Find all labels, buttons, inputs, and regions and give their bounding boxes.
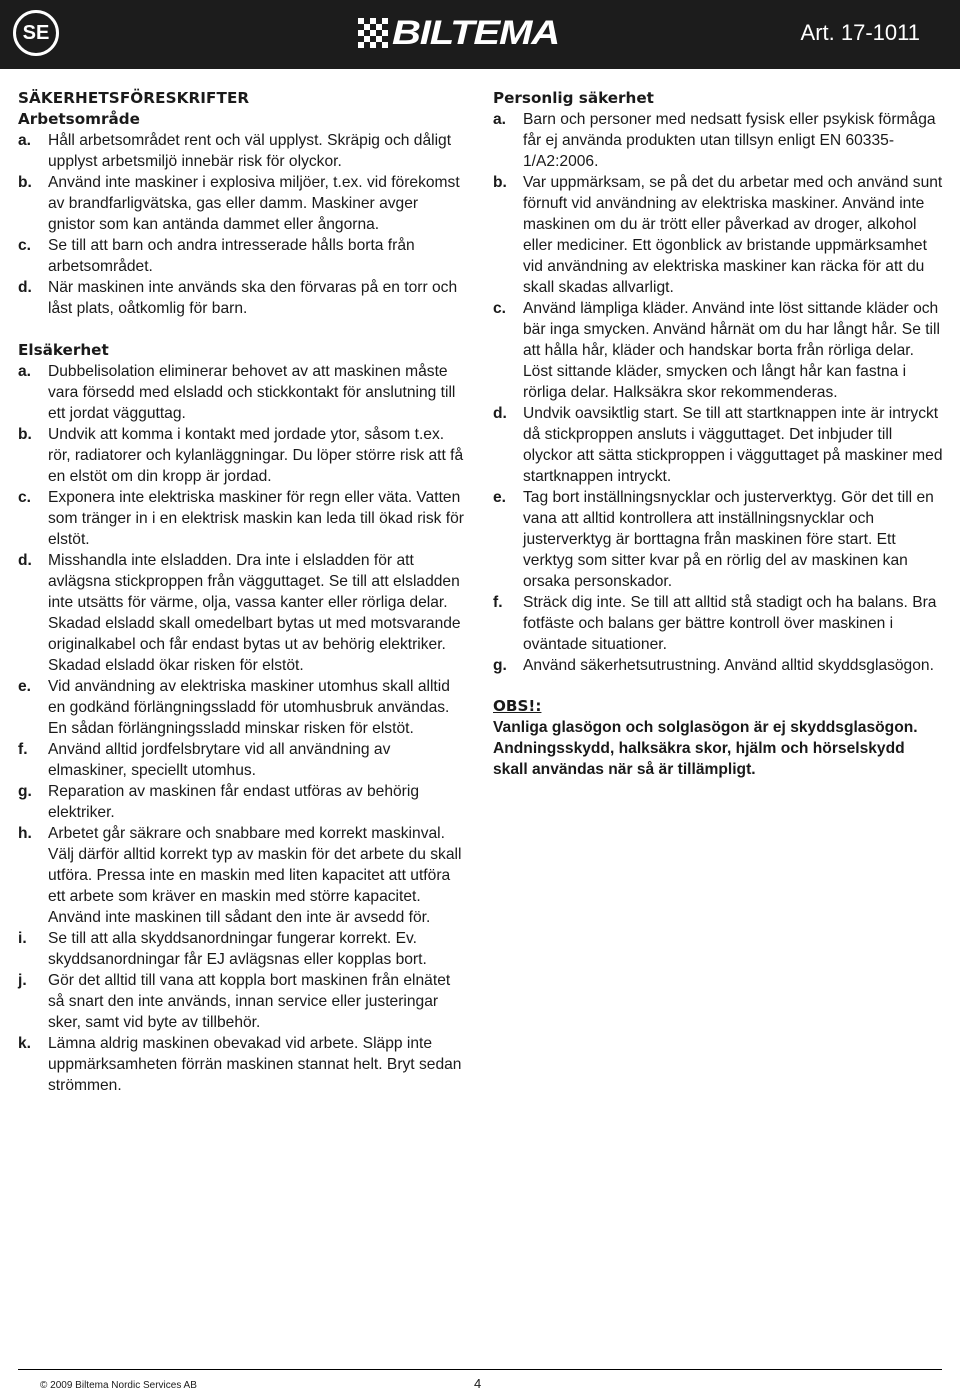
obs-notice — [493, 696, 943, 780]
list-item: j. Gör det alltid till vana att koppla bort maskinen från elnätet så snart den inte används, innan service eller justeringar sker, samt vid byte av tillbehör. — [18, 972, 451, 1031]
list-item: b. Var uppmärksam, se på det du arbetar med och använd sunt förnuft vid användning av elektriska maskiner. Använd inte maskinen om du är trött eller påverkad av droger, alkohol eller mediciner. Ett ögonblick av bristande uppmärksamhet vid användning av elektriska maskiner kan räcka för att du skall skadas allvarligt. — [493, 174, 943, 296]
list-item: e. Tag bort inställningsnycklar och justerverktyg. Gör det till en vana att alltid kontrollera att inställningsnycklar och justerverktyg är borttagna från maskinen före start. Ett verktyg som sitter kvar på en rörlig del av maskinen kan orsaka personskador. — [493, 489, 934, 590]
section-heading-work-area: Arbetsområde — [18, 110, 140, 128]
list-item: b. Undvik att komma i kontakt med jordade ytor, såsom t.ex. rör, radiatorer och kylanläggningar. Du löper större risk att få en elstöt om din kropp är jordad. — [18, 426, 464, 485]
article-number: Art. 17-1011 — [800, 20, 920, 45]
obs-text: Vanliga glasögon och solglasögon är ej skyddsglasögon. Andningsskydd, halksäkra skor, hjälm och hörselskydd skall användas när så är tillämpligt. — [493, 719, 918, 778]
list-item: a. Barn och personer med nedsatt fysisk eller psykisk förmåga får ej använda produkten utan tillsyn enligt EN 60335-1/A2:2006. — [493, 111, 936, 170]
electrical-safety-list — [18, 361, 468, 1096]
list-item: b. Använd inte maskiner i explosiva miljöer, t.ex. vid förekomst av brandfarligvätska, gas eller damm. Maskiner avger gnistor som kan antända dammet eller ångorna. — [18, 174, 460, 233]
personal-safety-list — [493, 109, 943, 676]
footer-divider — [18, 1369, 942, 1370]
language-badge: SE — [13, 10, 59, 56]
right-column — [493, 88, 943, 780]
list-item: c. Använd lämpliga kläder. Använd inte löst sittande kläder och bär inga smycken. Använd hårnät om du har långt hår. Se till att hålla hår, kläder och handskar borta från rörliga delar. Löst sittande kläder, smycken och långt hår kan fastna i rörliga delar. Halksäkra skor rekommenderas. — [493, 300, 940, 401]
header-bar — [0, 0, 960, 69]
list-item: f. Sträck dig inte. Se till att alltid stå stadigt och ha balans. Bra fotfäste och balans ger bättre kontroll över maskinen i oväntade situationer. — [493, 594, 937, 653]
page-number: 4 — [474, 1376, 482, 1391]
list-item: d. När maskinen inte används ska den förvaras på en torr och låst plats, oåtkomlig för barn. — [18, 279, 458, 317]
list-item: c. Se till att barn och andra intresserade hålls borta från arbetsområdet. — [18, 237, 415, 275]
list-item: k. Lämna aldrig maskinen obevakad vid arbete. Släpp inte uppmärksamheten förrän maskinen stannat helt. Bryt sedan strömmen. — [18, 1035, 462, 1094]
list-item: a. Dubbelisolation eliminerar behovet av att maskinen måste vara försedd med elsladd och stickkontakt för anslutning till ett jordat vägguttag. — [18, 363, 456, 422]
list-item: e. Vid användning av elektriska maskiner utomhus skall alltid en godkänd förlängningssladd för utomhusbruk användas. En sådan förlängningssladd minskar risken för elstöt. — [18, 678, 450, 737]
copyright: © 2009 Biltema Nordic Services AB — [40, 1380, 197, 1391]
list-item: g. Reparation av maskinen får endast utföras av behörig elektriker. — [18, 783, 419, 821]
checker-flag-icon — [358, 18, 388, 48]
list-item: a. Håll arbetsområdet rent och väl upplyst. Skräpig och dåligt upplyst arbetsmiljö innebär risk för olyckor. — [18, 132, 452, 170]
list-item: c. Exponera inte elektriska maskiner för regn eller väta. Vatten som tränger in i en elektrisk maskin kan leda till ökad risk för elstöt. — [18, 489, 464, 548]
list-item: g. Använd säkerhetsutrustning. Använd alltid skyddsglasögon. — [493, 657, 934, 674]
list-item: d. Undvik oavsiktlig start. Se till att startknappen inte är intryckt då stickproppen ansluts i vägguttaget. Det inbjuder till olyckor att sätta stickproppen i vägguttaget på maskiner med startknappen intryckt. — [493, 405, 943, 485]
brand-name: BILTEMA — [392, 13, 560, 52]
work-area-list — [18, 130, 468, 319]
left-column — [18, 88, 468, 1096]
document-title: SÄKERHETSFÖRESKRIFTER — [18, 89, 250, 107]
list-item: h. Arbetet går säkrare och snabbare med korrekt maskinval. Välj därför alltid korrekt typ av maskin för det arbete du skall utföra. Pressa inte en maskin med liten kapacitet att utföra ett arbete som kräver en maskin med större kapacitet. Använd inte maskinen till sådant den inte är avsedd för. — [18, 825, 462, 926]
list-item: d. Misshandla inte elsladden. Dra inte i elsladden för att avlägsna stickproppen från vägguttaget. Se till att elsladden inte utsätts för värme, olja, vassa kanter eller rörliga delar. Skadad elsladd skall omedelbart bytas ut med motsvarande originalkabel och får endast bytas ut av behörig elektriker. Skadad elsladd ökar risken för elstöt. — [18, 552, 461, 674]
list-item: f. Använd alltid jordfelsbrytare vid all användning av elmaskiner, speciellt utomhus. — [18, 741, 391, 779]
section-heading-electrical-safety: Elsäkerhet — [18, 341, 109, 359]
brand-logo — [358, 13, 560, 52]
obs-title: OBS!: — [493, 697, 542, 715]
list-item: i. Se till att alla skyddsanordningar fungerar korrekt. Ev. skyddsanordningar får EJ avlägsnas eller kopplas bort. — [18, 930, 427, 968]
section-heading-personal-safety: Personlig säkerhet — [493, 89, 654, 107]
